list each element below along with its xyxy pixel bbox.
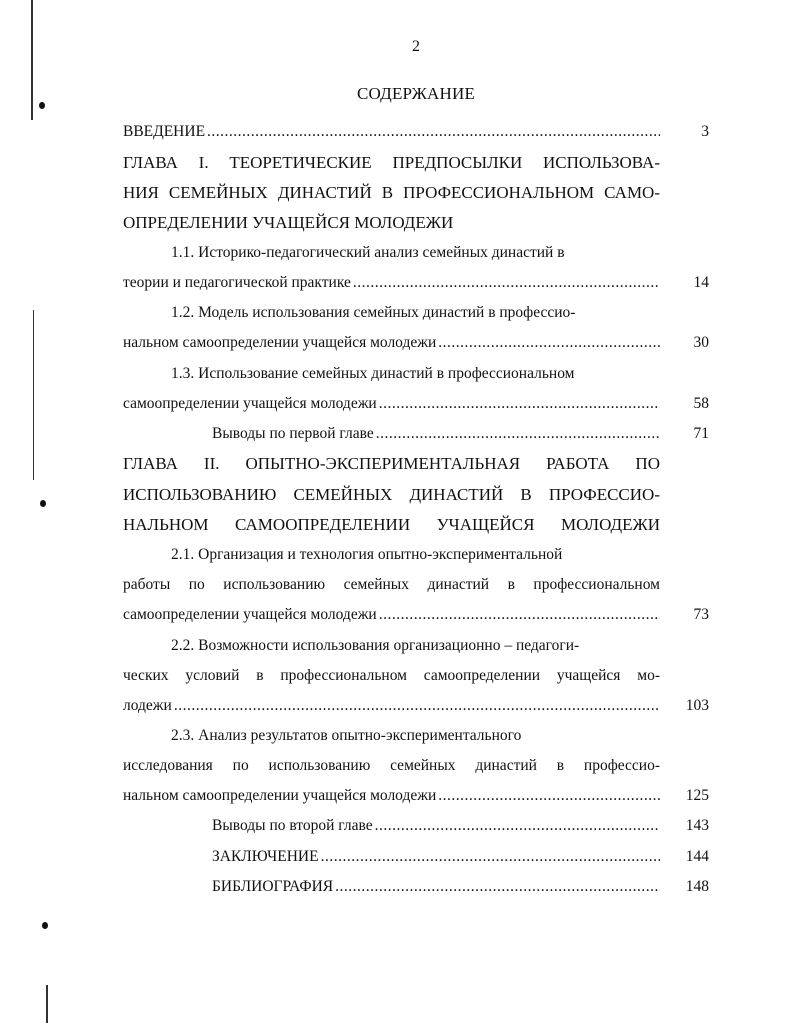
toc-entry-2-3-line-1: 2.3. Анализ результатов опытно-экспериментального [171, 727, 522, 744]
toc-entry-label: самоопределении учащейся молодежи [123, 606, 377, 623]
toc-entry-2-2-line-1: 2.2. Возможности использования организационно – педагоги- [171, 637, 580, 654]
toc-entry-conclusions-1[interactable] [212, 423, 660, 445]
leader-dots [438, 785, 660, 807]
toc-page-number: 14 [693, 274, 709, 291]
toc-entry-1-1[interactable] [123, 272, 660, 294]
toc-entry-conclusion[interactable] [212, 846, 660, 868]
toc-entry-1-3[interactable] [123, 393, 660, 415]
toc-entry-2-2-line-2: ческих условий в профессиональном самоопределении учащейся мо- [123, 667, 660, 684]
toc-entry-1-2-line-1: 1.2. Модель использования семейных династий в профессио- [171, 304, 576, 321]
scan-speck [40, 500, 46, 507]
toc-entry-1-1-line-1: 1.1. Историко-педагогический анализ семейных династий в [171, 244, 565, 261]
toc-entry-2-3-line-2: исследования по использованию семейных династий в профессио- [123, 757, 660, 774]
leader-dots [174, 695, 660, 717]
toc-entry-label: лодежи [123, 697, 172, 714]
toc-entry-1-2[interactable] [123, 332, 660, 354]
toc-page-number: 30 [693, 334, 709, 351]
leader-dots [321, 846, 660, 868]
leader-dots [379, 604, 660, 626]
scan-edge-mark [46, 985, 48, 1023]
scan-edge-mark [31, 0, 33, 120]
toc-page-number: 71 [693, 425, 709, 442]
chapter-heading-1-line-2: НИЯ СЕМЕЙНЫХ ДИНАСТИЙ В ПРОФЕССИОНАЛЬНОМ САМО- [123, 183, 660, 202]
toc-entry-bibliography[interactable] [212, 876, 660, 898]
toc-entry-label: самоопределении учащейся молодежи [123, 395, 377, 412]
page-number: 2 [412, 38, 420, 55]
scan-speck [42, 922, 48, 929]
chapter-heading-2-line-3: НАЛЬНОМ САМООПРЕДЕЛЕНИИ УЧАЩЕЙСЯ МОЛОДЕЖИ [123, 515, 660, 534]
leader-dots [375, 815, 660, 837]
toc-entry-label: БИБЛИОГРАФИЯ [212, 878, 334, 895]
toc-page-number: 144 [685, 848, 709, 865]
toc-entry-label: нальном самоопределении учащейся молодежи [123, 334, 437, 351]
chapter-heading-2-line-2: ИСПОЛЬЗОВАНИЮ СЕМЕЙНЫХ ДИНАСТИЙ В ПРОФЕССИО- [123, 485, 660, 504]
toc-page-number: 143 [685, 817, 709, 834]
leader-dots [438, 332, 660, 354]
chapter-heading-1-line-1: ГЛАВА I. ТЕОРЕТИЧЕСКИЕ ПРЕДПОСЫЛКИ ИСПОЛЬЗОВА- [123, 153, 660, 172]
toc-entry-label: Выводы по второй главе [212, 817, 373, 834]
toc-entry-2-2[interactable] [123, 695, 660, 717]
toc-entry-conclusions-2[interactable] [212, 815, 660, 837]
toc-entry-label: нальном самоопределении учащейся молодежи [123, 787, 437, 804]
leader-dots [376, 423, 660, 445]
toc-entry-label: ЗАКЛЮЧЕНИЕ [212, 848, 319, 865]
toc-page-number: 3 [701, 123, 709, 140]
leader-dots [207, 121, 660, 143]
chapter-heading-1-line-3: ОПРЕДЕЛЕНИИ УЧАЩЕЙСЯ МОЛОДЕЖИ [123, 213, 454, 232]
chapter-heading-2-line-1: ГЛАВА II. ОПЫТНО-ЭКСПЕРИМЕНТАЛЬНАЯ РАБОТА ПО [123, 454, 660, 473]
toc-entry-2-3[interactable] [123, 785, 660, 807]
toc-entry-1-3-line-1: 1.3. Использование семейных династий в профессиональном [171, 365, 575, 382]
toc-page-number: 73 [693, 606, 709, 623]
toc-page-number: 103 [685, 697, 709, 714]
leader-dots [335, 876, 660, 898]
toc-entry-2-1[interactable] [123, 604, 660, 626]
toc-page-number: 58 [693, 395, 709, 412]
scan-edge-mark [33, 310, 34, 480]
toc-entry-label: Выводы по первой главе [212, 425, 374, 442]
toc-entry-label: ВВЕДЕНИЕ [123, 123, 206, 140]
toc-page-number: 125 [685, 787, 709, 804]
toc-entry-2-1-line-2: работы по использованию семейных династий в профессиональном [123, 576, 660, 593]
toc-title: СОДЕРЖАНИЕ [357, 84, 476, 103]
leader-dots [353, 272, 660, 294]
scan-speck [39, 102, 45, 109]
toc-entry-2-1-line-1: 2.1. Организация и технология опытно-экспериментальной [171, 546, 563, 563]
toc-page-number: 148 [685, 878, 709, 895]
leader-dots [379, 393, 660, 415]
toc-entry-intro[interactable] [123, 121, 660, 143]
toc-entry-label: теории и педагогической практике [123, 274, 351, 291]
